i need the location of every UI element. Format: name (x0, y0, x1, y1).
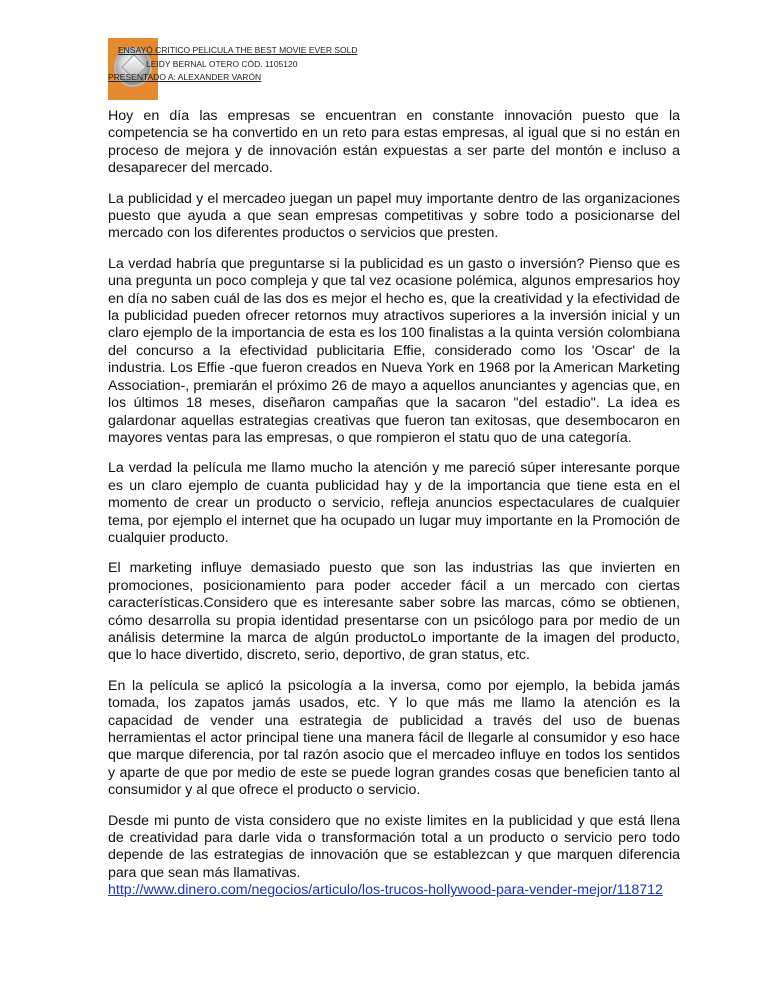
paragraph-7-text: Desde mi punto de vista considero que no existe limites en la publicidad y que está llena de creatividad para darle vida o transformación total a un producto o servicio pero todo depende de las estrategias de innovación que se establezcan y que marquen diferencia para que sean más llamativas. (108, 812, 680, 881)
paragraph-2: La publicidad y el mercadeo juegan un papel muy importante dentro de las organizaciones puesto que ayuda a que sean empresas competitivas y sobre todo a posicionarse del mercado con los diferentes productos o servicios que presten. (108, 190, 680, 242)
source-link[interactable]: http://www.dinero.com/negocios/articulo/los-trucos-hollywood-para-vender-mejor/118712 (108, 882, 663, 899)
paragraph-7 (108, 813, 680, 900)
paragraph-1: Hoy en día las empresas se encuentran en constante innovación puesto que la competencia se ha convertido en un reto para estas empresas, al igual que si no están en proceso de mejora y de innovación están expuestas a ser parte del montón e incluso a desaparecer del mercado. (108, 108, 680, 177)
paragraph-6: En la película se aplicó la psicología a la inversa, como por ejemplo, la bebida jamás tomada, los zapatos jamás usados, etc. Y lo que más me llamo la atención es la capacidad de vender una estrategia de publicidad a través del uso de buenas herramientas el actor principal tiene una manera fácil de llegarle al consumidor y eso hace que marque diferencia, por tal razón asocio que el mercadeo influye en todos los sentidos y aparte de que por medio de este se puede logran grandes cosas que beneficien tanto al consumidor y al que ofrece el producto o servicio. (108, 677, 680, 799)
header-presented-to: PRESENTADO A: ALEXANDER VARÓN (108, 72, 262, 82)
document-header (108, 38, 368, 100)
paragraph-4: La verdad la película me llamo mucho la atención y me pareció súper interesante porque es un claro ejemplo de cuanta publicidad hay y de la importancia que tiene esta en el momento de crear un producto o servicio, refleja anuncios espectaculares de cualquier tema, por ejemplo el internet que ha ocupado un lugar muy importante en la Promoción de cualquier producto. (108, 460, 680, 546)
paragraph-3: La verdad habría que preguntarse si la publicidad es un gasto o inversión? Pienso que es una pregunta un poco compleja y que tal vez ocasione polémica, algunos empresarios hoy en día no saben cuál de las dos es mejor el hecho es, que la creatividad y la efectividad de la publicidad pueden ofrecer retornos muy atractivos superiores a la inversión inicial y un claro ejemplo de la importancia de esta es los 100 finalistas a la quinta versión colombiana del concurso a la efectividad publicitaria Effie, considerado como los 'Oscar' de la industria. Los Effie -que fueron creados en Nueva York en 1968 por la American Marketing Association-, premiarán el próximo 26 de mayo a aquellos anunciantes y agencias que, en los últimos 18 meses, diseñaron campañas que la sacaron "del estadio". La idea es galardonar aquellas estrategias creativas que fueron tan exitosas, que desembocaron en mayores ventas para las empresas, o que rompieron el statu quo de una categoría. (108, 255, 680, 446)
paragraph-5: El marketing influye demasiado puesto que son las industrias las que invierten en promociones, posicionamiento para poder acceder fácil a un mercado con ciertas características.Considero que es interesante saber sobre las marcas, cómo se obtienen, cómo desarrolla su propia identidad presentarse con un psicólogo para por medio de un análisis determine la marca de algún productoLo importante de la imagen del producto, que lo hace divertido, discreto, serio, deportivo, de gran status, etc. (108, 560, 680, 664)
header-author: LEIDY BERNAL OTERO CÓD. 1105120 (146, 59, 298, 69)
header-title: ENSAYÓ CRITICO PELICULA THE BEST MOVIE EVER SOLD (118, 45, 358, 55)
document-body (108, 108, 680, 900)
